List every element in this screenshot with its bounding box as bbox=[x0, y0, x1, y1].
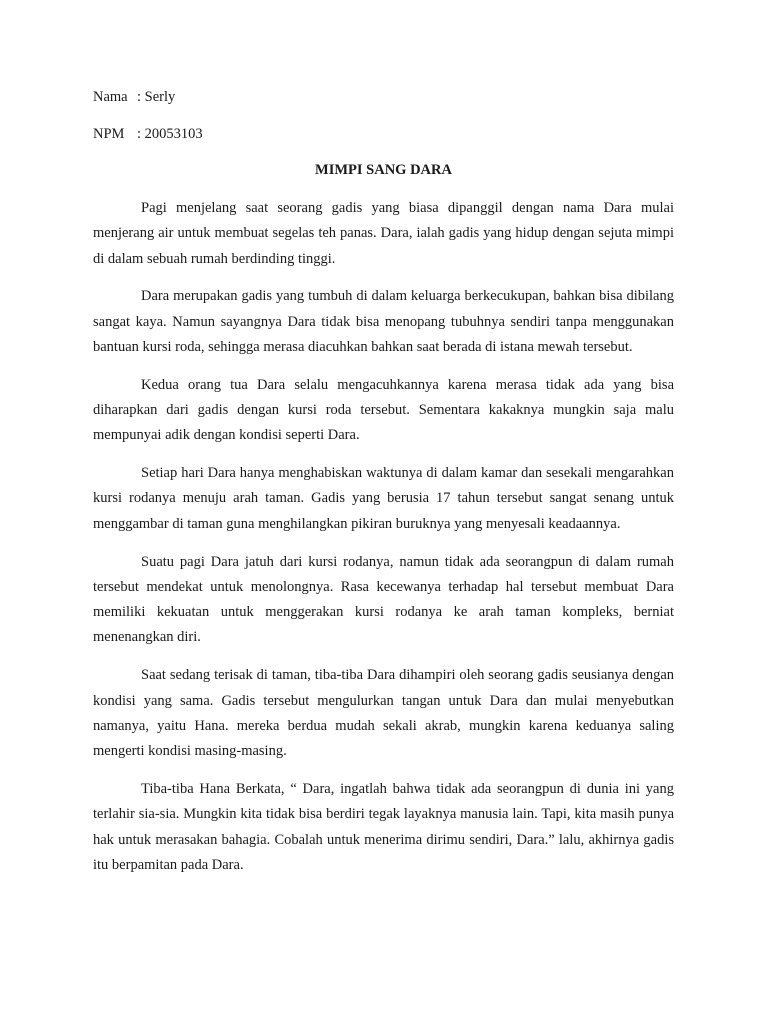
paragraph-5: Suatu pagi Dara jatuh dari kursi rodanya, namun tidak ada seorangpun di dalam rumah tersebut mendekat untuk menolongnya. Rasa kecewanya terhadap hal tersebut membuat Dara memiliki kekuatan untuk menggerakan kursi rodanya ke arah taman kompleks, berniat menenangkan diri. bbox=[93, 553, 674, 646]
paragraph-2: Dara merupakan gadis yang tumbuh di dalam keluarga berkecukupan, bahkan bisa dibilang sangat kaya. Namun sayangnya Dara tidak bisa menopang tubuhnya sendiri tanpa menggunakan bantuan kursi roda, sehingga merasa diacuhkan bahkan saat berada di istana mewah tersebut. bbox=[93, 288, 674, 355]
paragraph-3: Kedua orang tua Dara selalu mengacuhkannya karena merasa tidak ada yang bisa diharapkan dari gadis dengan kursi roda tersebut. Sementara kakaknya mungkin saja malu mempunyai adik dengan kondisi seperti Dara. bbox=[93, 376, 674, 444]
npm-value: : 20053103 bbox=[137, 126, 203, 142]
name-value: : Serly bbox=[137, 89, 176, 105]
npm-label: NPM bbox=[93, 126, 125, 142]
npm-line bbox=[93, 125, 203, 143]
name-label: Nama bbox=[93, 89, 128, 105]
paragraph-4: Setiap hari Dara hanya menghabiskan waktunya di dalam kamar dan sesekali mengarahkan kursi rodanya menuju arah taman. Gadis yang berusia 17 tahun tersebut sangat senang untuk menggambar di taman guna menghilangkan pikiran buruknya yang menyesali keadaannya. bbox=[93, 465, 674, 532]
paragraph-1: Pagi menjelang saat seorang gadis yang biasa dipanggil dengan nama Dara mulai menjerang air untuk membuat segelas teh panas. Dara, ialah gadis yang hidup dengan sejuta mimpi di dalam sebuah rumah berdinding tinggi. bbox=[93, 200, 674, 267]
name-line bbox=[93, 88, 175, 106]
story-body bbox=[93, 196, 674, 891]
document-title: MIMPI SANG DARA bbox=[315, 162, 452, 178]
paragraph-6: Saat sedang terisak di taman, tiba-tiba Dara dihampiri oleh seorang gadis seusianya dengan kondisi yang sama. Gadis tersebut mengulurkan tangan untuk Dara dan mulai menyebutkan namanya, yaitu Hana. mereka berdua mudah sekali akrab, mungkin karena keduanya saling mengerti kondisi masing-masing. bbox=[93, 667, 674, 760]
paragraph-7: Tiba-tiba Hana Berkata, “ Dara, ingatlah bahwa tidak ada seorangpun di dunia ini yang terlahir sia-sia. Mungkin kita tidak bisa berdiri tegak layaknya manusia lain. Tapi, kita masih punya hak untuk merasakan bahagia. Cobalah untuk menerima dirimu sendiri, Dara.” lalu, akhirnya gadis itu berpamitan pada Dara. bbox=[93, 780, 674, 873]
